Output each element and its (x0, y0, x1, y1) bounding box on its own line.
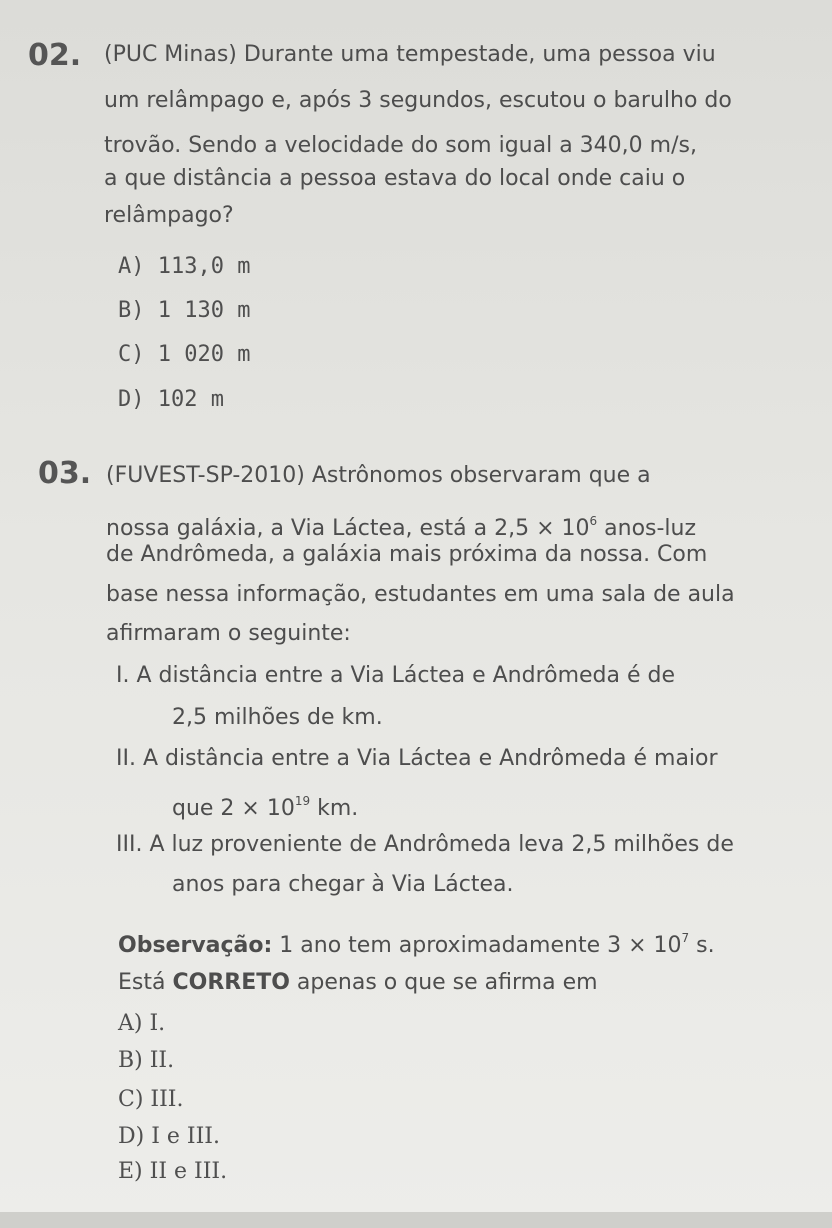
q3-item-2-line-1: II. A distância entre a Via Láctea e Andrômeda é maior (116, 746, 718, 771)
q3-item-2-line-2: que $2 \times 10^{19}$ km. (172, 794, 359, 821)
q2-option-b[interactable]: B) 1 130 m (118, 298, 251, 323)
q2-option-c[interactable]: C) 1 020 m (118, 342, 251, 367)
q3-option-d[interactable]: D) I e III. (118, 1124, 220, 1149)
q3-observation: Observação: 1 ano tem aproximadamente $3 \times 10^7$ s. (118, 931, 715, 958)
question-number-03: 03. (38, 456, 92, 491)
q3-item-1-line-1: I. A distância entre a Via Láctea e Andrômeda é de (116, 663, 676, 688)
q3-item-1-line-2: 2,5 milhões de km. (172, 705, 383, 730)
q2-line-4: a que distância a pessoa estava do local onde caiu o (104, 166, 686, 191)
q3-option-a[interactable]: A) I. (118, 1011, 166, 1036)
q2-option-a[interactable]: A) 113,0 m (118, 254, 251, 279)
page-bottom-edge (0, 1212, 832, 1228)
q3-item-3-line-1: III. A luz proveniente de Andrômeda leva 2,5 milhões de (116, 832, 734, 857)
q2-line-1: (PUC Minas) Durante uma tempestade, uma pessoa viu (104, 42, 716, 67)
q3-item-3-line-2: anos para chegar à Via Láctea. (172, 872, 514, 897)
q3-line-3: de Andrômeda, a galáxia mais próxima da nossa. Com (106, 542, 708, 567)
q2-line-2: um relâmpago e, após 3 segundos, escutou o barulho do (104, 88, 732, 113)
q3-line-1: (FUVEST-SP-2010) Astrônomos observaram que a (106, 463, 651, 488)
q3-option-b[interactable]: B) II. (118, 1048, 175, 1073)
q2-option-d[interactable]: D) 102 m (118, 387, 224, 412)
q2-line-3: trovão. Sendo a velocidade do som igual a 340,0 m/s, (104, 133, 697, 158)
q3-statement: Está CORRETO apenas o que se afirma em (118, 970, 598, 995)
q3-option-c[interactable]: C) III. (118, 1087, 184, 1112)
q3-option-e[interactable]: E) II e III. (118, 1159, 228, 1184)
q2-line-5: relâmpago? (104, 203, 234, 228)
question-number-02: 02. (28, 38, 82, 73)
q3-line-4: base nessa informação, estudantes em uma sala de aula (106, 582, 735, 607)
q3-line-5: afirmaram o seguinte: (106, 621, 351, 646)
q3-line-2: nossa galáxia, a Via Láctea, está a $2,5 \times 10^6$ anos-luz (106, 514, 697, 541)
